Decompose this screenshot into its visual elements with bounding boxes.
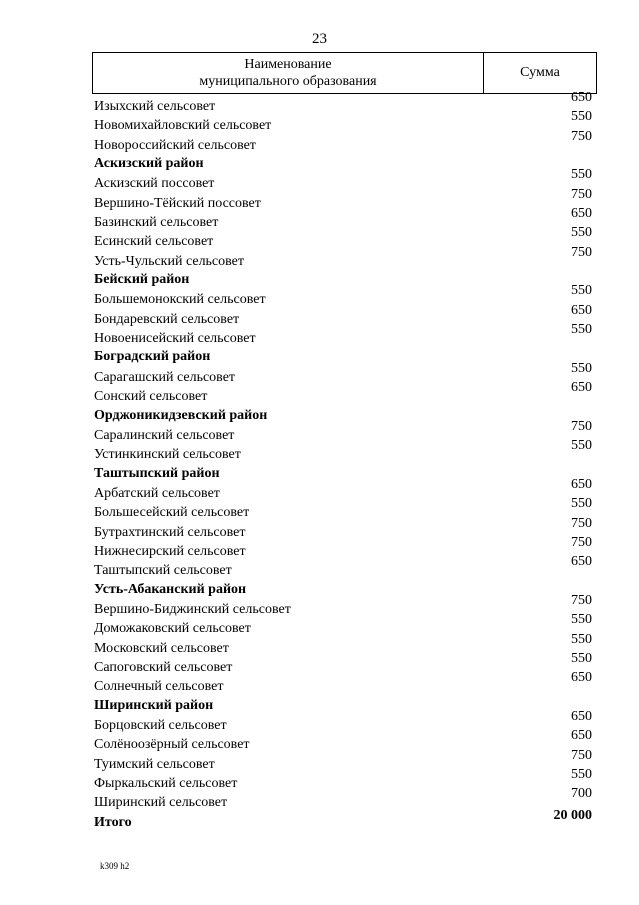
- table-row: [0, 728, 639, 753]
- municipality-name: Солнечный сельсовет: [94, 679, 224, 695]
- municipality-name: Сапоговский сельсовет: [94, 659, 233, 675]
- table-row: [0, 496, 639, 521]
- municipality-name: Бондаревский сельсовет: [94, 311, 240, 327]
- total-label: Итого: [94, 814, 132, 830]
- amount-value: 650: [571, 302, 592, 318]
- municipality-name: Арбатский сельсовет: [94, 485, 220, 501]
- municipality-name: Новоенисейский сельсовет: [94, 331, 256, 347]
- amount-value: 550: [571, 496, 592, 512]
- district-heading-row: [0, 463, 639, 482]
- table-row: [0, 747, 639, 772]
- municipality-name: Большемонокский сельсовет: [94, 292, 266, 308]
- municipality-name: Московский сельсовет: [94, 640, 229, 656]
- table-row: [0, 206, 639, 231]
- amount-value: 550: [571, 650, 592, 666]
- municipality-name: Вершино-Биджинский сельсовет: [94, 601, 291, 617]
- amount-value: 650: [571, 476, 592, 492]
- municipality-name: Ширинский сельсовет: [94, 795, 228, 811]
- amount-value: 750: [571, 244, 592, 260]
- total-amount: 20 000: [553, 807, 592, 823]
- municipality-name: Доможаковский сельсовет: [94, 621, 251, 637]
- municipality-name: Солёноозёрный сельсовет: [94, 737, 250, 753]
- amount-value: 550: [571, 283, 592, 299]
- district-name: Аскизский район: [94, 156, 204, 172]
- district-name: Усть-Абаканский район: [94, 581, 247, 597]
- municipality-name: Устинкинский сельсовет: [94, 447, 241, 463]
- amount-value: 750: [571, 186, 592, 202]
- municipality-name: Сонский сельсовет: [94, 389, 208, 405]
- municipality-name: Изыхский сельсовет: [94, 99, 216, 114]
- municipality-name: Новороссийский сельсовет: [94, 137, 256, 153]
- table-row: [0, 767, 639, 792]
- table-row: [0, 225, 639, 250]
- total-row: [0, 807, 639, 830]
- table-row: [0, 244, 639, 269]
- table-row: [0, 515, 639, 540]
- table-row: [0, 90, 639, 114]
- municipality-name: Сарагашский сельсовет: [94, 369, 236, 385]
- amount-value: 650: [571, 554, 592, 570]
- district-name: Ширинский район: [94, 697, 214, 713]
- table-row: [0, 418, 639, 443]
- municipality-name: Новомихайловский сельсовет: [94, 118, 272, 134]
- table-row: [0, 438, 639, 463]
- amount-value: 650: [571, 709, 592, 724]
- district-heading-row: [0, 579, 639, 598]
- table-row: [0, 709, 639, 733]
- amount-value: 650: [571, 728, 592, 744]
- amount-value: 550: [571, 167, 592, 183]
- amount-value: 550: [571, 225, 592, 241]
- amount-value: 550: [571, 360, 592, 376]
- table-row: [0, 786, 639, 811]
- municipality-name: Туимский сельсовет: [94, 756, 215, 772]
- district-heading-row: [0, 346, 639, 365]
- amount-value: 650: [571, 206, 592, 222]
- municipality-name: Аскизский поссовет: [94, 176, 215, 192]
- table-row: [0, 380, 639, 405]
- municipality-name: Большесейский сельсовет: [94, 505, 250, 521]
- table-row: [0, 167, 639, 192]
- table-row: [0, 650, 639, 675]
- amount-value: 550: [571, 438, 592, 454]
- municipality-name: Фыркальский сельсовет: [94, 776, 238, 792]
- amount-value: 550: [571, 612, 592, 628]
- district-name: Бейский район: [94, 272, 190, 288]
- table-row: [0, 554, 639, 579]
- header-sum-column: Сумма: [520, 65, 560, 80]
- district-name: Таштыпский район: [94, 465, 220, 481]
- amount-value: 550: [571, 631, 592, 647]
- amount-value: 750: [571, 515, 592, 531]
- header-name-line1: Наименование: [244, 57, 332, 72]
- header-name-column: [93, 53, 484, 93]
- table-row: [0, 128, 639, 153]
- table-row: [0, 476, 639, 501]
- district-heading-row: [0, 695, 639, 714]
- table-row: [0, 360, 639, 385]
- municipality-name: Саралинский сельсовет: [94, 427, 235, 443]
- table-row: [0, 186, 639, 211]
- municipality-name: Таштыпский сельсовет: [94, 563, 232, 579]
- amount-value: 550: [571, 109, 592, 125]
- municipality-name: Нижнесирский сельсовет: [94, 543, 246, 559]
- table-row: [0, 302, 639, 327]
- district-name: Орджоникидзевский район: [94, 407, 268, 423]
- table-row: [0, 322, 639, 347]
- amount-value: 750: [571, 418, 592, 434]
- municipality-name: Бутрахтинский сельсовет: [94, 524, 246, 540]
- table-row: [0, 612, 639, 637]
- table-row: [0, 283, 639, 308]
- district-heading-row: [0, 269, 639, 288]
- table-row: [0, 631, 639, 656]
- header-name-line2: муниципального образования: [199, 74, 377, 89]
- district-heading-row: [0, 405, 639, 424]
- table-row: [0, 670, 639, 695]
- municipality-name: Вершино-Тёйский поссовет: [94, 195, 261, 211]
- amount-value: 550: [571, 767, 592, 783]
- footer-code: k309 h2: [100, 861, 130, 871]
- district-heading-row: [0, 153, 639, 172]
- table-header: [92, 52, 597, 94]
- municipality-name: Базинский сельсовет: [94, 215, 219, 231]
- municipality-name: Усть-Чульский сельсовет: [94, 253, 245, 269]
- district-name: Боградский район: [94, 349, 211, 365]
- amount-value: 750: [571, 534, 592, 550]
- amount-value: 700: [571, 786, 592, 802]
- municipality-name: Есинский сельсовет: [94, 234, 214, 250]
- amount-value: 750: [571, 747, 592, 763]
- table-body: [0, 90, 639, 830]
- amount-value: 750: [571, 592, 592, 608]
- amount-value: 750: [571, 128, 592, 144]
- municipality-name: Борцовский сельсовет: [94, 718, 227, 733]
- amount-value: 650: [571, 90, 592, 105]
- page-number: 23: [312, 31, 327, 47]
- amount-value: 650: [571, 380, 592, 396]
- table-row: [0, 534, 639, 559]
- amount-value: 650: [571, 670, 592, 686]
- table-row: [0, 592, 639, 617]
- amount-value: 550: [571, 322, 592, 338]
- table-row: [0, 109, 639, 134]
